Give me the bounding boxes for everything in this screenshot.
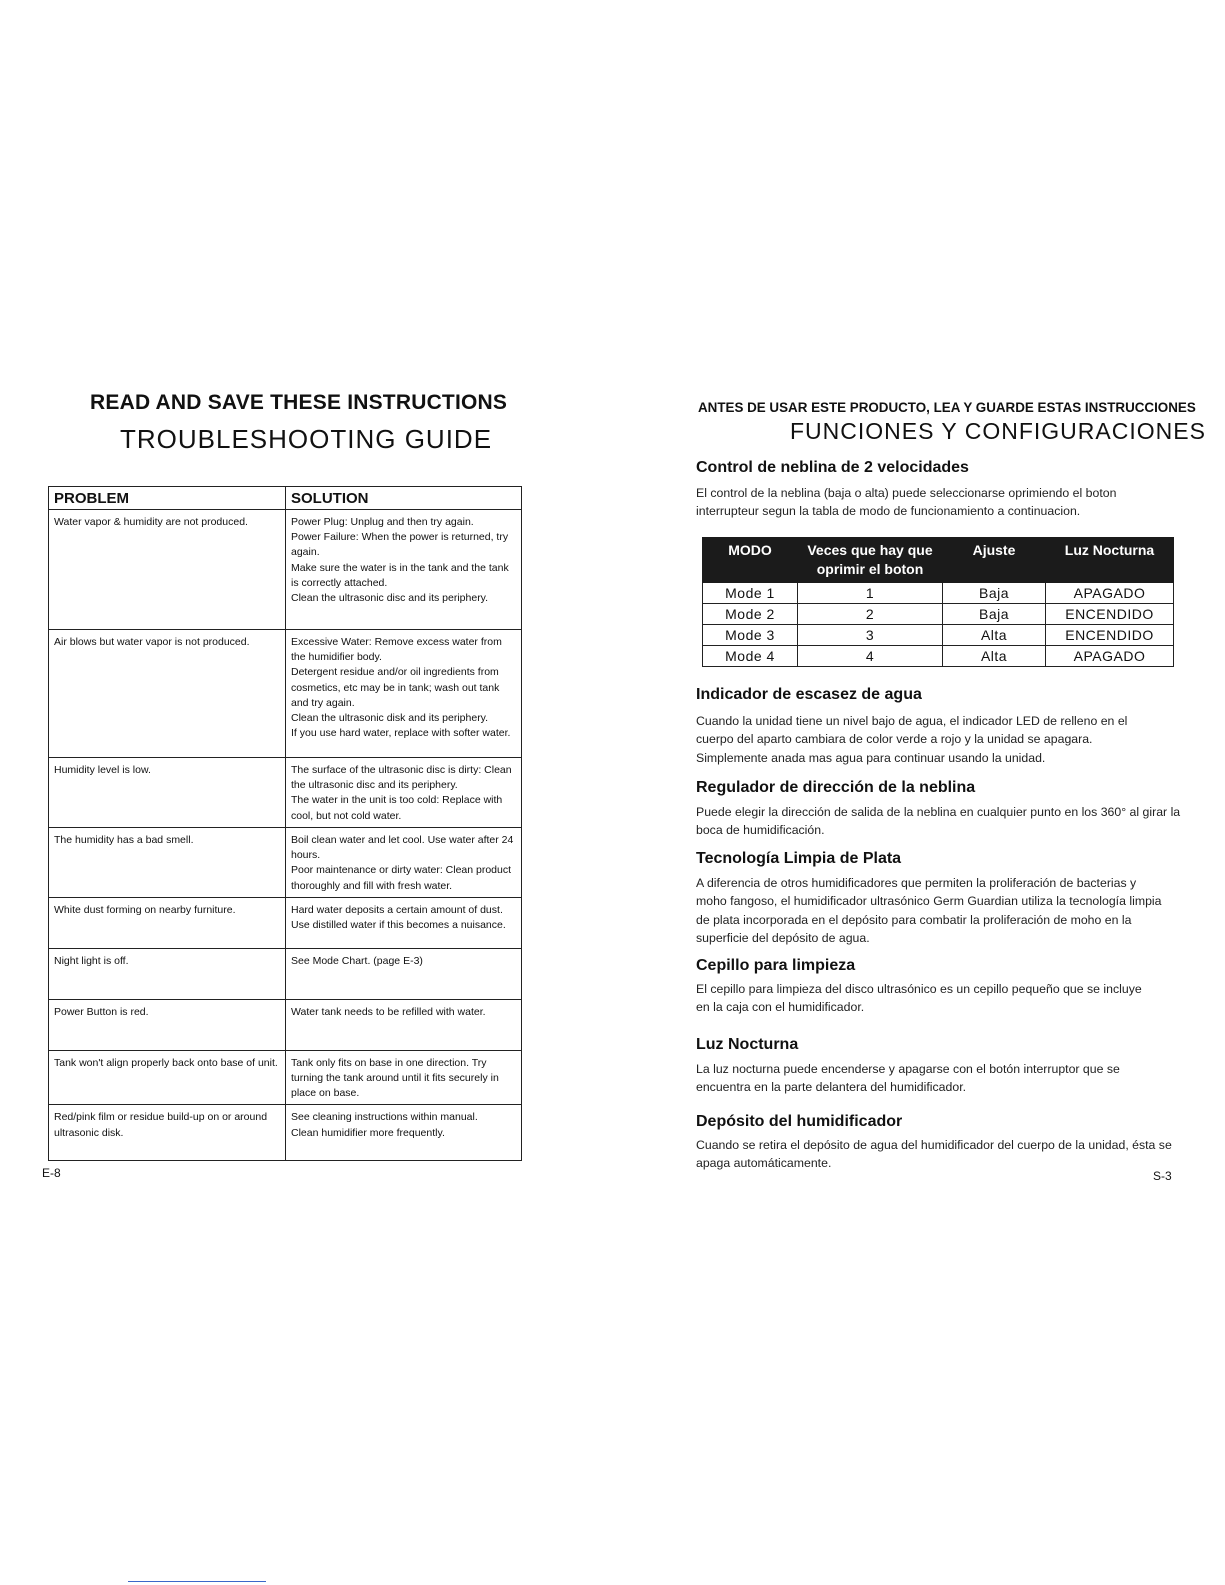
- presses-header: Veces que hay que oprimir el boton: [798, 538, 943, 583]
- solution-line: See Mode Chart. (page E-3): [291, 954, 423, 967]
- solution-line: Make sure the water is in the tank and the tank is correctly attached.: [291, 561, 509, 589]
- solution-line: If you use hard water, replace with softer water.: [291, 727, 511, 740]
- mode-table: [702, 537, 1174, 667]
- silver-tech-heading: Tecnología Limpia de Plata: [696, 850, 902, 867]
- troubleshooting-header-row: [49, 487, 522, 510]
- solution-line: Clean the ultrasonic disk and its periphery.: [291, 712, 489, 725]
- setting-header: Ajuste: [943, 538, 1046, 583]
- bottom-link-underline: [128, 1581, 266, 1582]
- mode-header: MODO: [703, 538, 798, 583]
- table-row: [49, 510, 522, 630]
- table-row: [703, 625, 1174, 646]
- table-row: [49, 828, 522, 898]
- solution-line: Water tank needs to be refilled with water.: [291, 1005, 486, 1018]
- problem-cell: Night light is off.: [49, 948, 286, 999]
- setting-cell: Baja: [943, 583, 1046, 604]
- mist-control-heading: Control de neblina de 2 velocidades: [696, 459, 969, 476]
- solution-cell: [286, 828, 522, 898]
- night-light-cell: ENCENDIDO: [1046, 604, 1174, 625]
- reservoir-heading: Depósito del humidificador: [696, 1113, 903, 1130]
- solution-line: Power Plug: Unplug and then try again.: [291, 516, 474, 528]
- mode-body: [703, 583, 1174, 667]
- problem-cell: Water vapor & humidity are not produced.: [49, 510, 286, 630]
- water-shortage-text: Cuando la unidad tiene un nivel bajo de agua, el indicador LED de relleno en el cuerpo del aparto cambiara de color verde a rojo y la unidad se apagara. Simplemente anada mas agua para continuar usando la unidad.: [696, 714, 1128, 765]
- mode-header-row: [703, 538, 1174, 583]
- night-light-header: Luz Nocturna: [1046, 538, 1174, 583]
- right-page-number: S-3: [1153, 1169, 1172, 1183]
- problem-cell: Tank won't align properly back onto base of unit.: [49, 1050, 286, 1105]
- mode-cell: Mode 3: [703, 625, 798, 646]
- solution-line: Hard water deposits a certain amount of dust. Use distilled water if this becomes a nuisance.: [291, 903, 506, 932]
- troubleshooting-table: [48, 486, 522, 1161]
- reservoir-text: Cuando se retira el depósito de agua del humidificador del cuerpo de la unidad, ésta se apaga automáticamente.: [696, 1138, 1172, 1171]
- mist-control-text: El control de la neblina (baja o alta) puede seleccionarse oprimiendo el boton interrupteur segun la tabla de modo de funcionamiento a continuacion.: [696, 486, 1117, 519]
- solution-line: Detergent residue and/or oil ingredients from cosmetics, etc may be in tank; wash out tank and try again.: [291, 666, 500, 709]
- mist-direction-text: Puede elegir la dirección de salida de la neblina en cualquier punto en los 360° al girar la boca de humidificación.: [696, 805, 1181, 838]
- cleaning-brush-text: El cepillo para limpieza del disco ultrasónico es un cepillo pequeño que se incluye en la caja con el humidificador.: [696, 982, 1142, 1015]
- solution-line: Poor maintenance or dirty water: Clean product thoroughly and fill with fresh water.: [291, 864, 512, 892]
- night-light-cell: ENCENDIDO: [1046, 625, 1174, 646]
- solution-cell: [286, 758, 522, 828]
- solution-line: See cleaning instructions within manual.: [291, 1111, 478, 1124]
- problem-cell: Power Button is red.: [49, 999, 286, 1050]
- problem-header: PROBLEM: [49, 487, 286, 510]
- solution-line: The water in the unit is too cold: Replace with cool, but not cold water.: [291, 794, 503, 822]
- problem-cell: Air blows but water vapor is not produced.: [49, 630, 286, 758]
- setting-cell: Alta: [943, 625, 1046, 646]
- functions-title: FUNCIONES Y CONFIGURACIONES: [790, 418, 1206, 444]
- left-page-number: E-8: [42, 1166, 61, 1180]
- mode-cell: Mode 2: [703, 604, 798, 625]
- solution-cell: [286, 948, 522, 999]
- night-light-heading: Luz Nocturna: [696, 1036, 799, 1053]
- cleaning-brush-heading: Cepillo para limpieza: [696, 957, 856, 974]
- presses-cell: 1: [798, 583, 943, 604]
- solution-header: SOLUTION: [286, 487, 522, 510]
- setting-cell: Baja: [943, 604, 1046, 625]
- presses-cell: 3: [798, 625, 943, 646]
- solution-line: The surface of the ultrasonic disc is dirty: Clean the ultrasonic disc and its periphery.: [291, 764, 512, 792]
- solution-line: Boil clean water and let cool. Use water after 24 hours.: [291, 834, 514, 862]
- solution-cell: [286, 1050, 522, 1105]
- solution-line: Excessive Water: Remove excess water from the humidifier body.: [291, 636, 502, 664]
- problem-cell: White dust forming on nearby furniture.: [49, 897, 286, 948]
- solution-cell: [286, 510, 522, 630]
- troubleshooting-body: [49, 510, 522, 1161]
- problem-cell: The humidity has a bad smell.: [49, 828, 286, 898]
- problem-cell: Red/pink film or residue build-up on or around ultrasonic disk.: [49, 1105, 286, 1161]
- water-shortage-heading: Indicador de escasez de agua: [696, 686, 922, 703]
- table-row: [49, 999, 522, 1050]
- left-page-heading: READ AND SAVE THESE INSTRUCTIONS: [90, 391, 508, 414]
- solution-cell: [286, 630, 522, 758]
- setting-cell: Alta: [943, 646, 1046, 667]
- mode-cell: Mode 1: [703, 583, 798, 604]
- problem-cell: Humidity level is low.: [49, 758, 286, 828]
- solution-line: Power Failure: When the power is returned, try again.: [291, 531, 509, 559]
- silver-tech-text: A diferencia de otros humidificadores que permiten la proliferación de bacterias y moho fangoso, el humidificador ultrasónico Germ Guardian utiliza la tecnología limpia de plata incorporada en el depósito para combatir la proliferación de moho en la superficie del depósito de agua.: [696, 876, 1162, 945]
- table-row: [703, 583, 1174, 604]
- table-row: [703, 646, 1174, 667]
- solution-cell: [286, 1105, 522, 1161]
- solution-line: Clean the ultrasonic disc and its periphery.: [291, 592, 489, 605]
- table-row: [703, 604, 1174, 625]
- night-light-text: La luz nocturna puede encenderse y apagarse con el botón interruptor que se encuentra en la parte delantera del humidificador.: [696, 1062, 1120, 1095]
- table-row: [49, 897, 522, 948]
- table-row: [49, 758, 522, 828]
- presses-cell: 4: [798, 646, 943, 667]
- table-row: [49, 630, 522, 758]
- mode-cell: Mode 4: [703, 646, 798, 667]
- solution-cell: [286, 897, 522, 948]
- table-row: [49, 948, 522, 999]
- table-row: [49, 1105, 522, 1161]
- mist-direction-heading: Regulador de dirección de la neblina: [696, 779, 976, 796]
- solution-line: Tank only fits on base in one direction. Try turning the tank around until it fits securely in place on base.: [291, 1056, 499, 1100]
- troubleshooting-title: TROUBLESHOOTING GUIDE: [120, 424, 493, 454]
- presses-cell: 2: [798, 604, 943, 625]
- solution-cell: [286, 999, 522, 1050]
- right-page-heading: ANTES DE USAR ESTE PRODUCTO, LEA Y GUARDE ESTAS INSTRUCCIONES: [698, 400, 1196, 415]
- night-light-cell: APAGADO: [1046, 583, 1174, 604]
- solution-line: Clean humidifier more frequently.: [291, 1126, 445, 1139]
- night-light-cell: APAGADO: [1046, 646, 1174, 667]
- table-row: [49, 1050, 522, 1105]
